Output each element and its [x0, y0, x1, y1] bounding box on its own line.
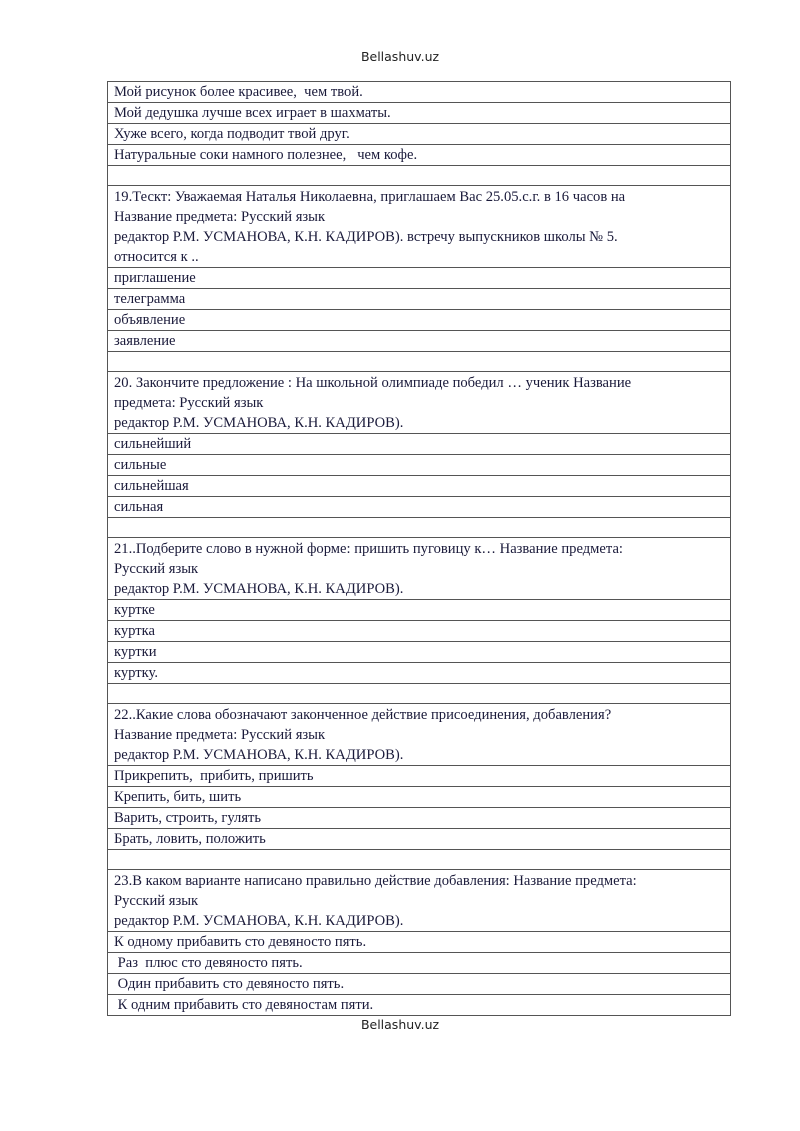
answer-option: заявление [108, 331, 730, 352]
answer-option: сильные [108, 455, 730, 476]
question-text: 21..Подберите слово в нужной форме: пришить пуговицу к… Название предмета: [114, 541, 623, 557]
answer-option: сильная [108, 497, 730, 518]
question-text: Название предмета: Русский язык [114, 727, 326, 743]
answer-row: Хуже всего, когда подводит твой друг. [108, 124, 730, 145]
question-22 [108, 704, 730, 766]
spacer-row [108, 684, 730, 704]
question-text: относится к .. [114, 249, 199, 265]
question-text: редактор Р.М. УСМАНОВА, К.Н. КАДИРОВ). [114, 747, 404, 763]
answer-option: приглашение [108, 268, 730, 289]
answer-option: Брать, ловить, положить [108, 829, 730, 850]
answer-option: куртки [108, 642, 730, 663]
question-text: редактор Р.М. УСМАНОВА, К.Н. КАДИРОВ). встречу выпускников школы № 5. [114, 229, 618, 245]
question-19 [108, 186, 730, 268]
answer-row: Натуральные соки намного полезнее, чем кофе. [108, 145, 730, 166]
question-text: редактор Р.М. УСМАНОВА, К.Н. КАДИРОВ). [114, 913, 404, 929]
question-text: 20. Закончите предложение : На школьной олимпиаде победил … ученик Название [114, 375, 632, 391]
question-text: 22..Какие слова обозначают законченное действие присоединения, добавления? [114, 707, 612, 723]
answer-option: Раз плюс сто девяносто пять. [108, 953, 730, 974]
answer-option: Один прибавить сто девяносто пять. [108, 974, 730, 995]
question-20 [108, 372, 730, 434]
spacer-row [108, 850, 730, 870]
spacer-row [108, 518, 730, 538]
answer-option: К одному прибавить сто девяносто пять. [108, 932, 730, 953]
question-21 [108, 538, 730, 600]
answer-option: объявление [108, 310, 730, 331]
question-text: редактор Р.М. УСМАНОВА, К.Н. КАДИРОВ). [114, 581, 404, 597]
question-text: предмета: Русский язык [114, 395, 264, 411]
question-23 [108, 870, 730, 932]
spacer-row [108, 352, 730, 372]
question-text: редактор Р.М. УСМАНОВА, К.Н. КАДИРОВ). [114, 415, 404, 431]
page-footer: Bellashuv.uz [360, 1017, 440, 1032]
question-text: Русский язык [114, 893, 199, 909]
answer-option: Крепить, бить, шить [108, 787, 730, 808]
answer-option: куртку. [108, 663, 730, 684]
answer-row: Мой рисунок более красивее, чем твой. [108, 82, 730, 103]
answer-option: телеграмма [108, 289, 730, 310]
page-header: Bellashuv.uz [360, 49, 440, 64]
answer-row: Мой дедушка лучше всех играет в шахматы. [108, 103, 730, 124]
test-table [107, 81, 731, 1016]
answer-option: куртке [108, 600, 730, 621]
answer-option: куртка [108, 621, 730, 642]
question-text: 19.Тескт: Уважаемая Наталья Николаевна, приглашаем Вас 25.05.с.г. в 16 часов на [114, 189, 626, 205]
spacer-row [108, 166, 730, 186]
answer-option: сильнейший [108, 434, 730, 455]
question-text: 23.В каком варианте написано правильно действие добавления: Название предмета: [114, 873, 637, 889]
question-text: Русский язык [114, 561, 199, 577]
answer-option: К одним прибавить сто девяностам пяти. [108, 995, 730, 1016]
answer-option: Варить, строить, гулять [108, 808, 730, 829]
question-text: Название предмета: Русский язык [114, 209, 326, 225]
answer-option: сильнейшая [108, 476, 730, 497]
answer-option: Прикрепить, прибить, пришить [108, 766, 730, 787]
